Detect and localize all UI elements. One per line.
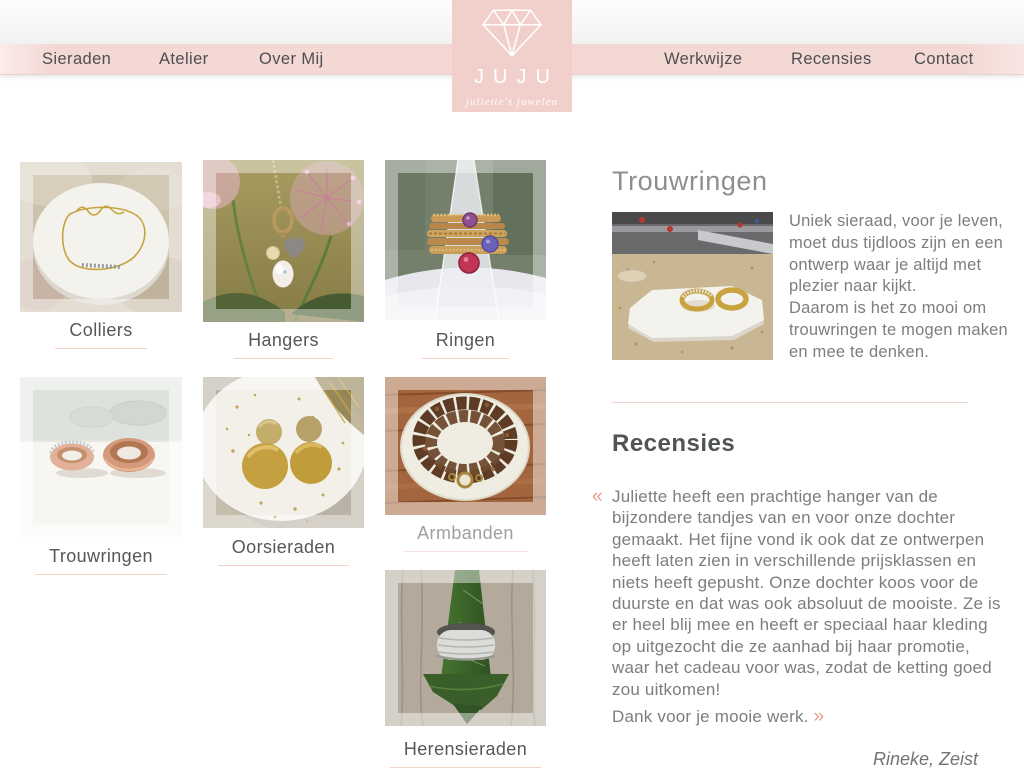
- category-label-oorsieraden[interactable]: Oorsieraden: [203, 537, 364, 566]
- review-text: Juliette heeft een prachtige hanger van de bijzondere tandjes van en voor onze dochter gemaakt. Het fijne vond ik ook dat ze ontwerpen heeft laten zien in verschillende prijsklassen en niets heeft gepusht. Onze dochter koos voor de duurste en dat was ook absoluut de mooiste. Ze is er heel blij mee en heeft er speciaal haar kleding op uitgezocht die ze aanhad bij haar promotie, waar het cadeau voor was, zodat de ketting goed zou uitkomen!: [612, 487, 1001, 699]
- logo-home-link[interactable]: [452, 0, 572, 112]
- trouwringen-paragraph-2: Daarom is het zo mooi om trouwringen te mogen maken en mee te denken.: [789, 299, 1008, 361]
- category-link-herensieraden[interactable]: [385, 570, 546, 726]
- trouwringen-section-title: Trouwringen: [612, 166, 768, 196]
- recensies-section-title: Recensies: [612, 430, 736, 457]
- section-divider: [612, 402, 968, 403]
- hangers-photo: [203, 160, 364, 322]
- nav-item-sieraden[interactable]: Sieraden: [42, 50, 112, 68]
- category-label-armbanden[interactable]: Armbanden: [385, 523, 546, 552]
- colliers-photo: [20, 162, 182, 312]
- nav-item-contact[interactable]: Contact: [914, 50, 974, 68]
- nav-item-werkwijze[interactable]: Werkwijze: [664, 50, 743, 68]
- category-label-herensieraden[interactable]: Herensieraden: [385, 739, 546, 768]
- category-link-armbanden[interactable]: [385, 377, 546, 515]
- nav-item-recensies[interactable]: Recensies: [791, 50, 872, 68]
- trouwringen-section-text: [789, 211, 1019, 363]
- category-link-oorsieraden[interactable]: [203, 377, 364, 528]
- trouwringen-photo: [20, 377, 182, 537]
- armbanden-photo: [385, 377, 546, 515]
- category-label-ringen[interactable]: Ringen: [385, 330, 546, 359]
- trouwringen-section-photo: [612, 212, 773, 360]
- category-label-colliers[interactable]: Colliers: [20, 320, 182, 349]
- ringen-photo: [385, 160, 546, 320]
- logo-wordmark: JUJU: [474, 66, 559, 88]
- review-quote: [592, 486, 1010, 729]
- category-link-ringen[interactable]: [385, 160, 546, 320]
- review-attribution: Rineke, Zeist: [872, 749, 978, 769]
- logo-tagline: juliette's juwelen: [465, 96, 559, 108]
- category-link-hangers[interactable]: [203, 160, 364, 322]
- review-closing-line: Dank voor je mooie werk. »: [612, 706, 825, 728]
- nav-item-over-mij[interactable]: Over Mij: [259, 50, 324, 68]
- trouwringen-paragraph-1: Uniek sieraad, voor je leven, moet dus tijdloos zijn en een ontwerp waar je altijd met plezier naar kijkt.: [789, 212, 1004, 296]
- category-link-trouwringen[interactable]: [20, 377, 182, 537]
- close-quote-mark: »: [813, 706, 825, 728]
- category-label-trouwringen[interactable]: Trouwringen: [20, 546, 182, 575]
- diamond-icon: [481, 8, 543, 58]
- herensieraden-photo: [385, 570, 546, 726]
- oorsieraden-photo: [203, 377, 364, 528]
- open-quote-mark: «: [592, 486, 603, 507]
- category-link-colliers[interactable]: [20, 162, 182, 312]
- category-label-hangers[interactable]: Hangers: [203, 330, 364, 359]
- nav-item-atelier[interactable]: Atelier: [159, 50, 209, 68]
